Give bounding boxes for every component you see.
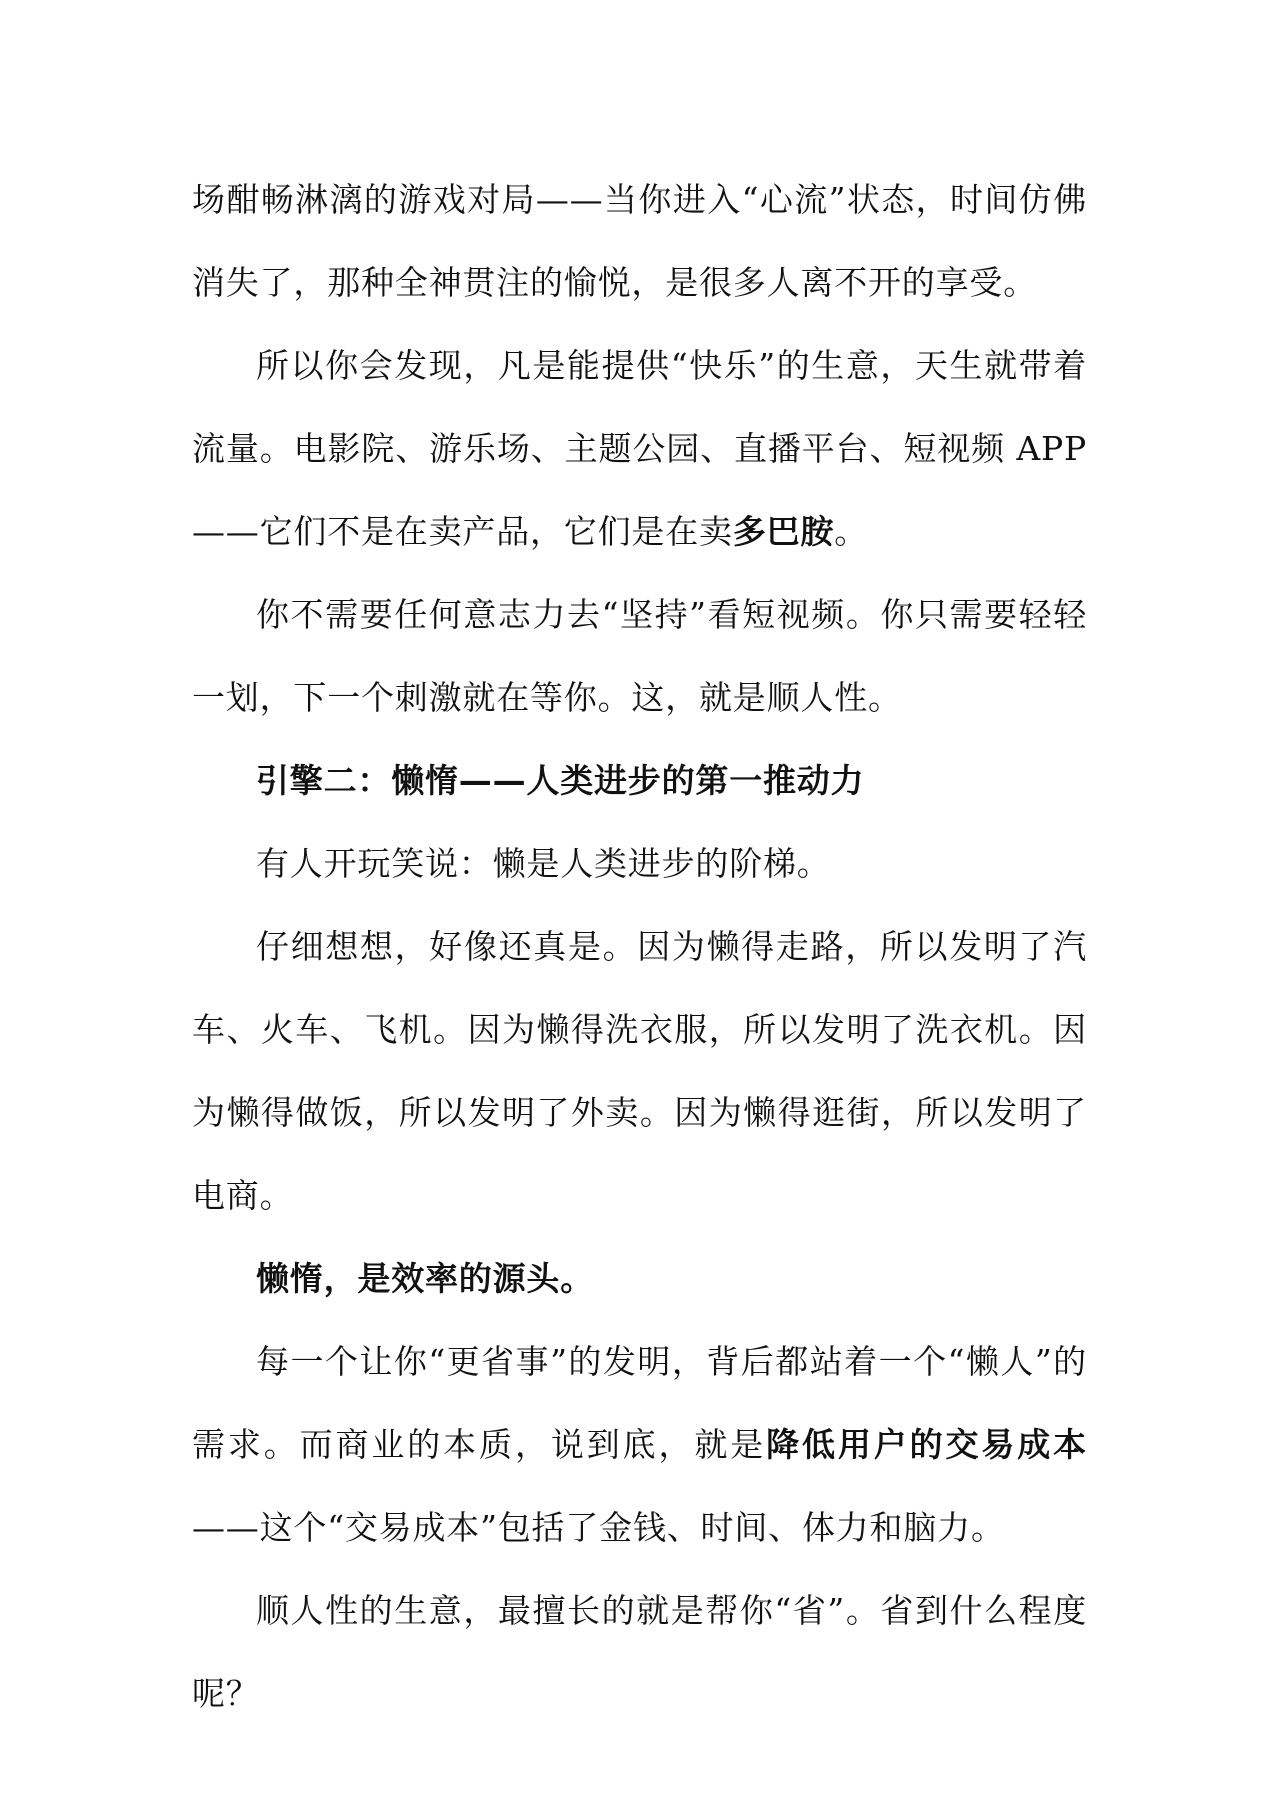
bold-term-transaction-cost: 降低用户的交易成本: [766, 1425, 1087, 1464]
paragraph-saving: 顺人性的生意，最擅长的就是帮你“省”。省到什么程度呢？: [192, 1591, 1087, 1713]
section-heading: 引擎二：懒惰——人类进步的第一推动力: [256, 761, 865, 800]
bold-statement: 懒惰，是效率的源头。: [256, 1259, 594, 1298]
paragraph-text: 所以你会发现，凡是能提供“快乐”的生意，天生就带着流量。电影院、游乐场、主题公园、直播平台、短视频 APP——它们不是在卖产品，它们是在卖: [192, 346, 1087, 551]
paragraph-transaction-cost: [192, 1320, 1087, 1569]
bold-term-dopamine: 多巴胺: [732, 512, 835, 551]
paragraph-joke: 有人开玩笑说：懒是人类进步的阶梯。: [256, 844, 831, 883]
paragraph-short-video: 你不需要任何意志力去“坚持”看短视频。你只需要轻轻一划，下一个刺激就在等你。这，就是顺人性。: [192, 595, 1087, 717]
paragraph-inventions: 仔细想想，好像还真是。因为懒得走路，所以发明了汽车、火车、飞机。因为懒得洗衣服，所以发明了洗衣机。因为懒得做饭，所以发明了外卖。因为懒得逛街，所以发明了电商。: [192, 927, 1087, 1215]
body-text: [192, 158, 1087, 1735]
paragraph-text-end: 。: [834, 512, 869, 551]
paragraph-text-end: ——这个“交易成本”包括了金钱、时间、体力和脑力。: [192, 1508, 1005, 1547]
paragraph-continuation: 场酣畅淋漓的游戏对局——当你进入“心流”状态，时间仿佛消失了，那种全神贯注的愉悦，是很多人离不开的享受。: [192, 180, 1087, 302]
paragraph-text: 每一个让你“更省事”的发明，背后都站着一个“懒人”的需求。而商业的本质，说到底，就是: [192, 1342, 1087, 1464]
paragraph-happiness-business: [192, 324, 1087, 573]
